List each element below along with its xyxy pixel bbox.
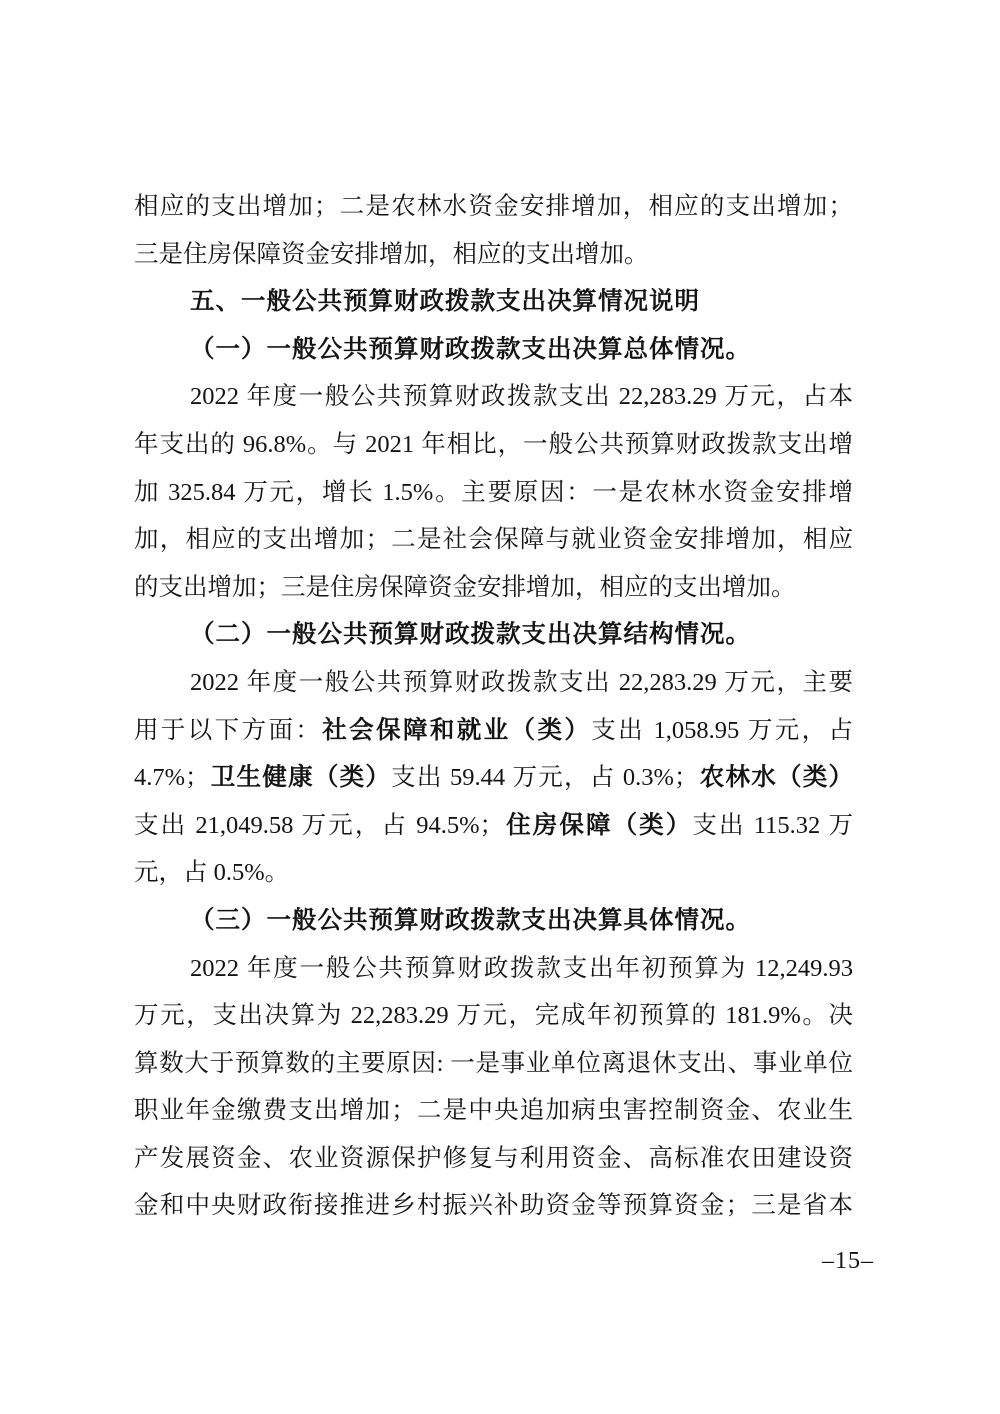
text-line <box>134 373 853 421</box>
text-line <box>134 516 853 564</box>
emphasis-segment: （二）一般公共预算财政拨款支出决算结构情况。 <box>190 621 751 649</box>
text-segment: 金和中央财政衔接推进乡村振兴补助资金等预算资金；三是省本 <box>134 1192 853 1220</box>
emphasis-segment: 卫生健康（类） <box>209 764 392 792</box>
text-segment: 用于以下方面： <box>134 716 323 744</box>
text-line <box>134 183 853 231</box>
heading-line <box>134 278 853 326</box>
text-segment: 支出 1,058.95 万元，占 <box>591 716 854 744</box>
text-segment: 职业年金缴费支出增加；二是中央追加病虫害控制资金、农业生 <box>134 1097 853 1125</box>
text-line <box>134 469 853 517</box>
text-segment: 算数大于预算数的主要原因: 一是事业单位离退休支出、事业单位 <box>134 1049 853 1077</box>
text-line <box>134 992 853 1040</box>
text-segment: 加，相应的支出增加；二是社会保障与就业资金安排增加，相应 <box>134 526 853 554</box>
emphasis-segment: 五、一般公共预算财政拨款支出决算情况说明 <box>190 288 700 316</box>
text-segment: 元，占 0.5%。 <box>134 859 290 887</box>
text-segment: 支出 21,049.58 万元，占 94.5%； <box>134 811 505 839</box>
text-line <box>134 849 853 897</box>
text-segment: 相应的支出增加；二是农林水资金安排增加，相应的支出增加； <box>134 193 853 220</box>
text-segment: 的支出增加；三是住房保障资金安排增加，相应的支出增加。 <box>134 573 796 601</box>
text-line <box>134 707 853 755</box>
emphasis-segment: （一）一般公共预算财政拨款支出决算总体情况。 <box>190 335 751 363</box>
text-segment: 产发展资金、农业资源保护修复与利用资金、高标准农田建设资 <box>134 1144 853 1172</box>
heading-line <box>134 897 853 945</box>
text-line <box>134 231 853 279</box>
text-line <box>134 1182 853 1230</box>
text-line <box>134 1087 853 1135</box>
emphasis-segment: （三）一般公共预算财政拨款支出决算具体情况。 <box>190 906 751 934</box>
text-line <box>134 754 853 802</box>
text-segment: 支出 115.32 万 <box>692 811 853 839</box>
text-line <box>134 564 853 612</box>
heading-line <box>134 611 853 659</box>
emphasis-segment: 住房保障（类） <box>504 811 693 839</box>
text-line <box>134 659 853 707</box>
heading-line <box>134 326 853 374</box>
text-segment: 4.7%； <box>134 764 210 792</box>
text-line <box>134 1135 853 1183</box>
text-segment: 年支出的 96.8%。与 2021 年相比，一般公共预算财政拨款支出增 <box>134 430 853 458</box>
text-line <box>134 1040 853 1088</box>
emphasis-segment: 农林水（类） <box>698 764 854 792</box>
text-segment: 加 325.84 万元，增长 1.5%。主要原因：一是农林水资金安排增 <box>134 478 853 506</box>
text-line <box>134 421 853 469</box>
document-body <box>134 183 853 1230</box>
text-segment: 万元，支出决算为 22,283.29 万元，完成年初预算的 181.9%。决 <box>134 1002 853 1030</box>
text-segment: 2022 年度一般公共预算财政拨款支出 22,283.29 万元，占本 <box>190 383 853 411</box>
emphasis-segment: 社会保障和就业（类） <box>322 716 592 744</box>
text-segment: 支出 59.44 万元，占 0.3%； <box>391 764 699 792</box>
page-number: –15– <box>822 1248 874 1274</box>
text-segment: 2022 年度一般公共预算财政拨款支出 22,283.29 万元，主要 <box>190 668 853 696</box>
text-segment: 三是住房保障资金安排增加，相应的支出增加。 <box>134 240 649 268</box>
text-line <box>134 945 853 993</box>
text-line <box>134 802 853 850</box>
text-segment: 2022 年度一般公共预算财政拨款支出年初预算为 12,249.93 <box>190 954 853 982</box>
